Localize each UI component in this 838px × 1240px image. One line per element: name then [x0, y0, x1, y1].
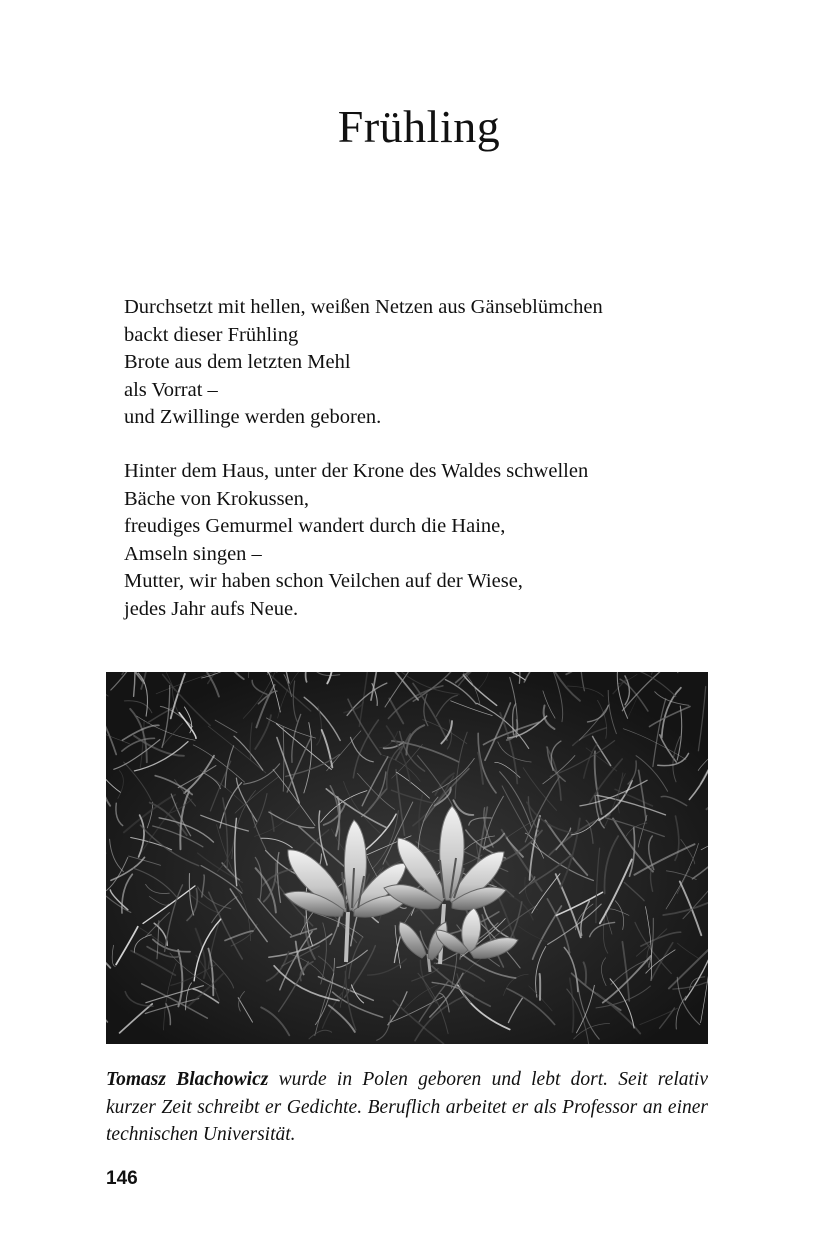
- poem-line: backt dieser Frühling: [124, 323, 299, 346]
- author-caption: [106, 1066, 708, 1149]
- crocus-illustration: [106, 672, 708, 1044]
- poem-line: als Vorrat –: [124, 378, 218, 401]
- poem-line: Mutter, wir haben schon Veilchen auf der Wiese,: [124, 570, 523, 593]
- crocus-photo: [106, 672, 708, 1044]
- page-number: 146: [106, 1168, 138, 1189]
- poem-line: Bäche von Krokussen,: [124, 487, 310, 510]
- page-title: Frühling: [337, 101, 501, 152]
- poem-stanza-1: [124, 294, 744, 432]
- poem-line: Brote aus dem letzten Mehl: [124, 351, 351, 374]
- poem-line: jedes Jahr aufs Neue.: [124, 597, 299, 620]
- poem-line: Durchsetzt mit hellen, weißen Netzen aus Gänseblümchen: [124, 296, 603, 318]
- poem-line: Hinter dem Haus, unter der Krone des Waldes schwellen: [124, 459, 589, 482]
- poem-stanza-2: [124, 458, 744, 624]
- grass-blade: [540, 974, 541, 1000]
- poem-line: freudiges Gemurmel wandert durch die Haine,: [124, 515, 506, 538]
- poem: [124, 294, 744, 650]
- poem-line: Amseln singen –: [124, 542, 262, 565]
- poem-line: und Zwillinge werden geboren.: [124, 406, 382, 429]
- author-bio: wurde in Polen geboren und lebt dort. Seit relativ kurzer Zeit schreibt er Gedichte. Beruflich arbeitet er als Professor an einer technischen Universität.: [106, 1069, 708, 1145]
- author-name: Tomasz Blachowicz: [106, 1069, 269, 1090]
